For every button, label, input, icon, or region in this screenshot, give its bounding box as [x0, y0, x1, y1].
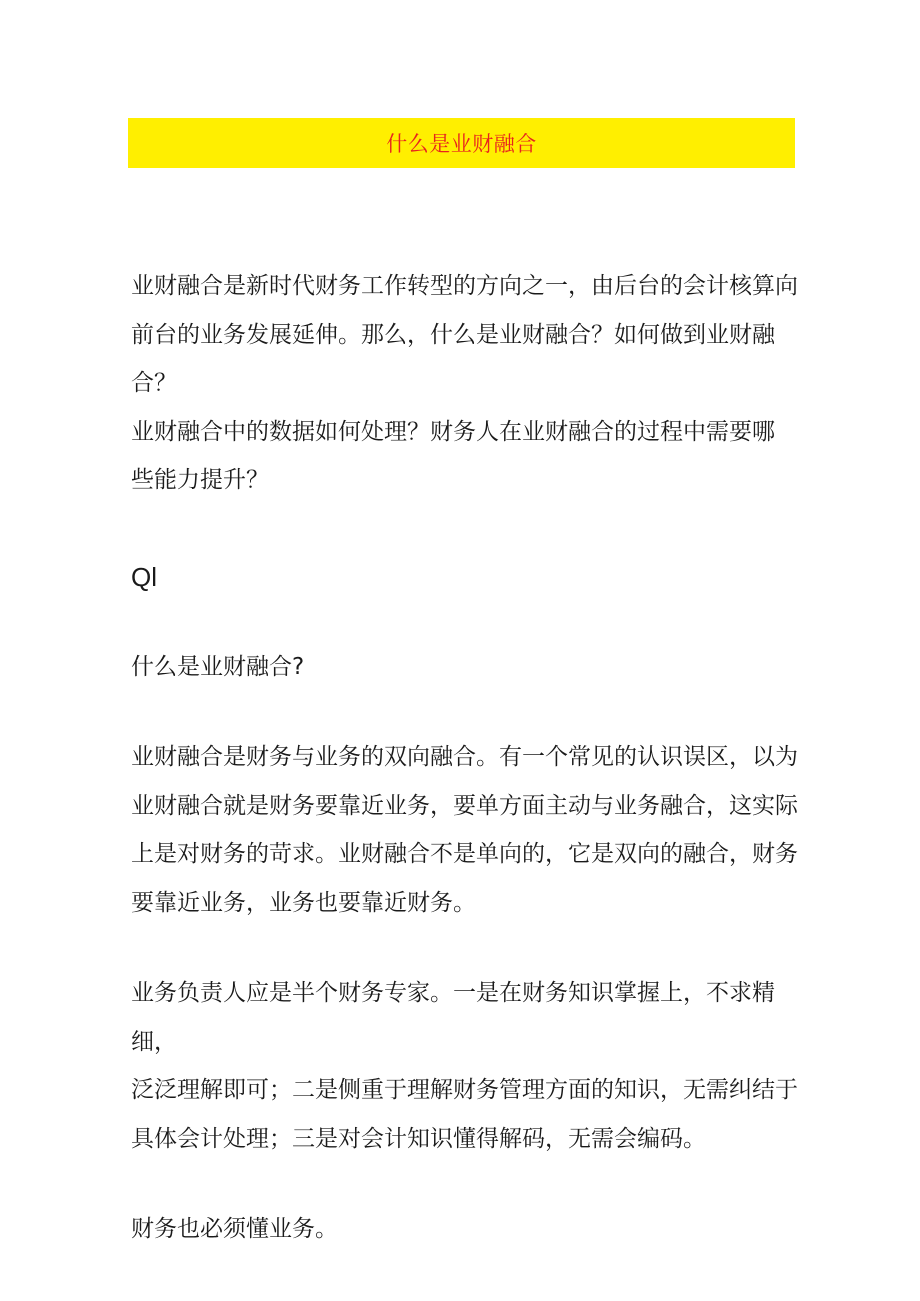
paragraph-2: 业务负责人应是半个财务专家。一是在财务知识掌握上，不求精细， 泛泛理解即可；二是侧重于理解财务管理方面的知识，无需纠结于 具体会计处理；三是对会计知识懂得解码，无需会编码。: [131, 980, 798, 1152]
document-body: [131, 262, 803, 1254]
document-title: 什么是业财融合: [386, 132, 537, 156]
intro-paragraph: 业财融合是新时代财务工作转型的方向之一，由后台的会计核算向 前台的业务发展延伸。那么，什么是业财融合？如何做到业财融合？ 业财融合中的数据如何处理？财务人在业财融合的过程中需要哪 些能力提升？: [131, 273, 798, 493]
paragraph-3: 财务也必须懂业务。: [131, 1216, 338, 1242]
question-heading: 什么是业财融合?: [131, 653, 305, 680]
paragraph-1: 业财融合是财务与业务的双向融合。有一个常见的认识误区，以为 业财融合就是财务要靠近业务，要单方面主动与业务融合，这实际 上是对财务的苛求。业财融合不是单向的，它是双向的融合，财务 要靠近业务，业务也要靠近财务。: [131, 744, 798, 916]
section-label: Ql: [131, 561, 157, 592]
title-banner: [128, 118, 795, 168]
